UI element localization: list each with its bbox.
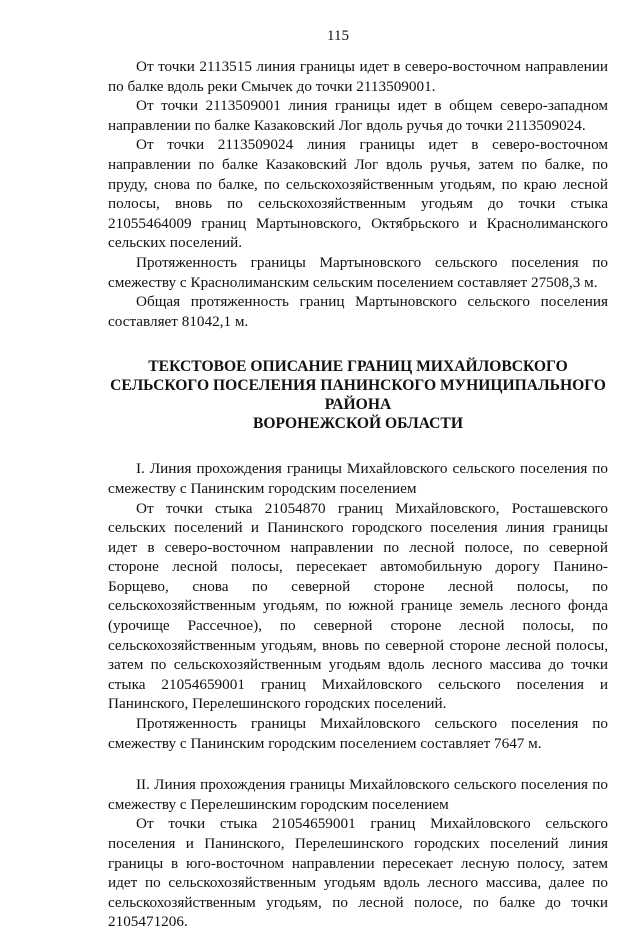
- page-number: 115: [327, 28, 349, 44]
- paragraph: Общая протяженность границ Мартыновского сельского поселения составляет 81042,1 м.: [108, 293, 608, 330]
- section-2-title: II. Линия прохождения границы Михайловского сельского поселения по смежеству с Перелешинским городским поселением: [108, 776, 608, 813]
- section-1: [108, 459, 608, 753]
- section-1-length: Протяженность границы Михайловского сельского поселения по смежеству с Панинским городским поселением составляет 7647 м.: [108, 715, 608, 752]
- heading-line: РАЙОНА: [324, 396, 392, 414]
- paragraph: От точки 2113509024 линия границы идет в северо-восточном направлении по балке Казаковский Лог вдоль ручья, затем по балке, по пруду, снова по балке, по сельскохозяйственным угодьям, по краю лесной полосы, вновь по сельскохозяйственным угодьям до точки стыка 21055464009 границ Мартыновского, Октябрьского и Краснолиманского сельских поселений.: [108, 136, 608, 252]
- heading-line: СЕЛЬСКОГО ПОСЕЛЕНИЯ ПАНИНСКОГО МУНИЦИПАЛЬНОГО: [110, 377, 606, 395]
- section-2-body: От точки стыка 21054659001 границ Михайловского сельского поселения и Панинского, Перелешинского городских поселений линия границы в юго-восточном направлении пересекает лесную полосу, затем идет по сельскохозяйственным угодьям вдоль лесного массива, далее по сельскохозяйственным угодьям, по лесной полосе, по балке до точки 2105471206.: [108, 815, 608, 931]
- paragraph: От точки 2113509001 линия границы идет в общем северо-западном направлении по балке Казаковский Лог вдоль ручья до точки 2113509024.: [108, 97, 608, 134]
- section-1-title: I. Линия прохождения границы Михайловского сельского поселения по смежеству с Панинским городским поселением: [108, 460, 608, 497]
- heading-line: ТЕКСТОВОЕ ОПИСАНИЕ ГРАНИЦ МИХАЙЛОВСКОГО: [148, 358, 568, 376]
- section-heading: [108, 357, 608, 433]
- section-2: [108, 775, 608, 932]
- section-1-body: От точки стыка 21054870 границ Михайловского, Росташевского сельских поселений и Панинского городского поселения линия границы идет в северо-восточном направлении по лесной полосе, по северной стороне лесной полосы, пересекает автомобильную дорогу Панино-Борщево, снова по северной стороне лесной полосы, по сельскохозяйственным угодьям, по южной границе земель лесного фонда (урочище Рассечное), по северной стороне лесной полосы, по сельскохозяйственным угодьям, вновь по северной стороне лесной полосы, затем по сельскохозяйственным угодьям вдоль лесного массива до точки стыка 21054659001 границ Михайловского сельского поселения и Панинского, Перелешинского городских поселений.: [108, 499, 608, 713]
- heading-line: ВОРОНЕЖСКОЙ ОБЛАСТИ: [253, 415, 463, 433]
- paragraph: Протяженность границы Мартыновского сельского поселения по смежеству с Краснолиманским сельским поселением составляет 27508,3 м.: [108, 253, 608, 291]
- section-gap: [108, 753, 608, 775]
- paragraph: От точки 2113515 линия границы идет в северо-восточном направлении по балке вдоль реки Смычек до точки 2113509001.: [108, 58, 608, 95]
- intro-block: [108, 57, 608, 331]
